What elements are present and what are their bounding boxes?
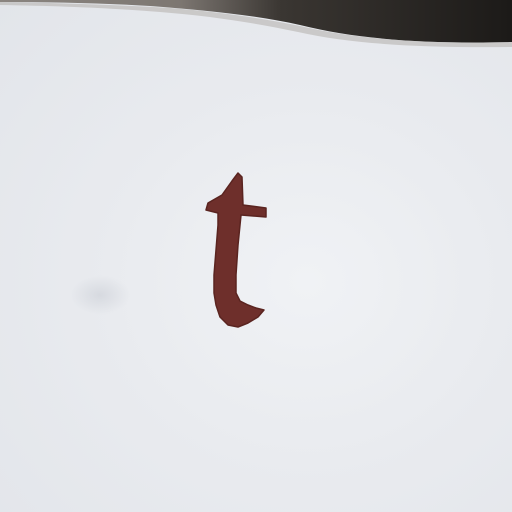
paper-smudge xyxy=(70,275,130,315)
letter-t-stroke xyxy=(206,173,266,327)
top-edge-shadow xyxy=(0,0,512,60)
handwritten-letter-t xyxy=(196,165,276,340)
